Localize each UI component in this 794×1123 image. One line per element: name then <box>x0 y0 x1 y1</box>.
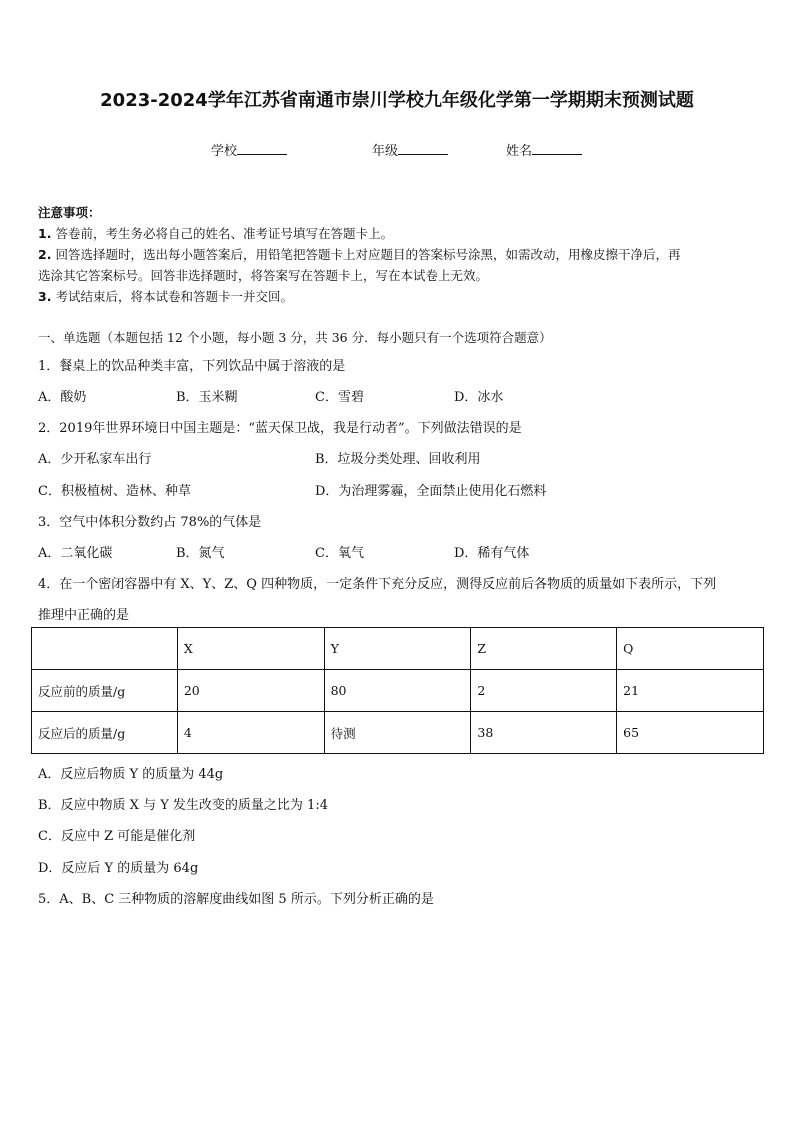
table-cell: Q <box>617 628 764 670</box>
table-cell: Y <box>324 628 471 670</box>
table-cell: Z <box>471 628 617 670</box>
notes-heading: 注意事项： <box>38 205 101 220</box>
q4-option-b: B．反应中物质 X 与 Y 发生改变的质量之比为 1:4 <box>38 798 328 813</box>
grade-blank <box>398 142 448 155</box>
q3-stem: 3．空气中体积分数约占 78%的气体是 <box>38 515 262 530</box>
name-field <box>506 140 582 159</box>
section-heading: 一、单选题（本题包括 12 个小题，每小题 3 分，共 36 分．每小题只有一个选项符合题意） <box>38 330 552 345</box>
note-item-1: 1. 答卷前，考生务必将自己的姓名、准考证号填写在答题卡上。 <box>38 226 393 241</box>
name-blank <box>532 142 582 155</box>
table-cell: 反应前的质量/g <box>32 670 178 712</box>
note-item-2-cont: 选涂其它答案标号。回答非选择题时，将答案写在答题卡上，写在本试卷上无效。 <box>38 268 489 283</box>
grade-label: 年级 <box>372 144 399 159</box>
q1-option-d: D．冰水 <box>454 390 504 405</box>
table-row <box>32 712 764 754</box>
table-cell: 20 <box>177 670 324 712</box>
q3-option-c: C．氧气 <box>315 546 364 561</box>
table-row <box>32 670 764 712</box>
q4-stem-cont: 推理中正确的是 <box>38 608 130 623</box>
grade-field <box>372 140 448 159</box>
table-cell: 待测 <box>324 712 471 754</box>
q4-option-d: D．反应后 Y 的质量为 64g <box>38 861 199 876</box>
q1-option-c: C．雪碧 <box>315 390 364 405</box>
q1-option-a: A．酸奶 <box>38 390 87 405</box>
q1-stem: 1．餐桌上的饮品种类丰富，下列饮品中属于溶液的是 <box>38 359 346 374</box>
name-label: 姓名 <box>506 144 533 159</box>
exam-title: 2023-2024学年江苏省南通市崇川学校九年级化学第一学期期末预测试题 <box>100 90 694 111</box>
q3-option-d: D．稀有气体 <box>454 546 530 561</box>
q2-option-c: C．积极植树、造林、种草 <box>38 484 191 499</box>
school-field <box>211 140 287 159</box>
q2-stem: 2．2019年世界环境日中国主题是：“蓝天保卫战，我是行动者”。下列做法错误的是 <box>38 421 522 436</box>
q3-option-b: B．氮气 <box>176 546 225 561</box>
table-cell: 4 <box>177 712 324 754</box>
school-label: 学校 <box>211 144 238 159</box>
q1-option-b: B．玉米糊 <box>176 390 238 405</box>
q4-option-c: C．反应中 Z 可能是催化剂 <box>38 829 196 844</box>
q2-option-b: B．垃圾分类处理、回收利用 <box>315 452 481 467</box>
table-cell: X <box>177 628 324 670</box>
q2-option-d: D．为治理雾霾，全面禁止使用化石燃料 <box>315 484 547 499</box>
table-cell: 反应后的质量/g <box>32 712 178 754</box>
note-item-3: 3. 考试结束后，将本试卷和答题卡一并交回。 <box>38 289 293 304</box>
mass-table <box>31 627 764 754</box>
school-blank <box>237 142 287 155</box>
table-cell <box>32 628 178 670</box>
table-cell: 2 <box>471 670 617 712</box>
q5-stem: 5．A、B、C 三种物质的溶解度曲线如图 5 所示。下列分析正确的是 <box>38 892 434 907</box>
note-item-2: 2. 回答选择题时，选出每小题答案后，用铅笔把答题卡上对应题目的答案标号涂黑，如需改动，用橡皮擦干净后，再 <box>38 247 681 262</box>
table-cell: 65 <box>617 712 764 754</box>
table-header-row <box>32 628 764 670</box>
notes-block <box>38 202 762 307</box>
table-cell: 38 <box>471 712 617 754</box>
q2-option-a: A．少开私家车出行 <box>38 452 152 467</box>
table-cell: 80 <box>324 670 471 712</box>
q4-stem: 4．在一个密闭容器中有 X、Y、Z、Q 四种物质，一定条件下充分反应，测得反应前后各物质的质量如下表所示，下列 <box>38 577 717 592</box>
table-cell: 21 <box>617 670 764 712</box>
q3-option-a: A．二氧化碳 <box>38 546 113 561</box>
q4-option-a: A．反应后物质 Y 的质量为 44g <box>38 767 224 782</box>
